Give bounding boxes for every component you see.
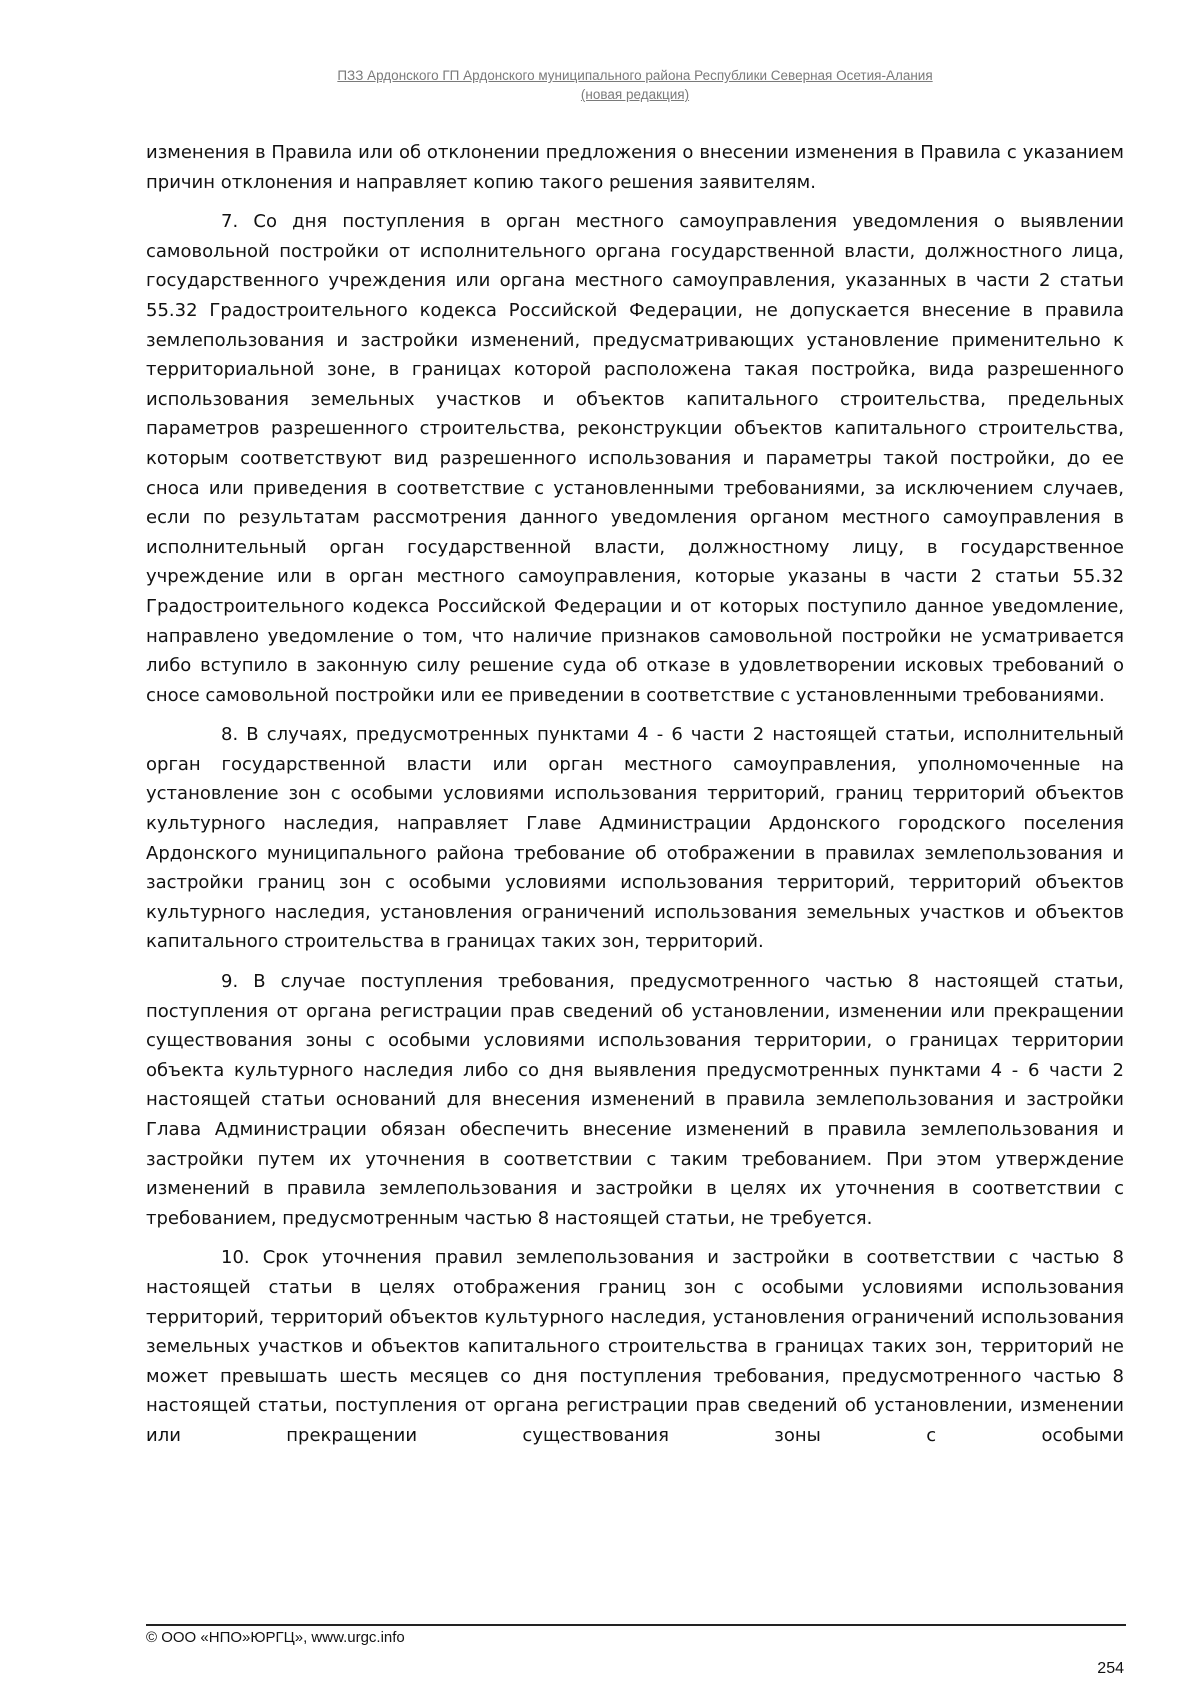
paragraph-10: 10. Срок уточнения правил землепользования и застройки в соответствии с частью 8 настоящей статьи в целях отображения границ зон с особыми условиями использования территорий, территорий объектов культурного наследия, установления ограничений использования земельных участков и объектов капитального строительства в границах таких зон, территорий не может превышать шесть месяцев со дня поступления требования, предусмотренного частью 8 настоящей статьи, поступления от органа регистрации прав сведений об установлении, изменении или прекращении существования зоны с особыми — [146, 1247, 1124, 1446]
paragraph-8: 8. В случаях, предусмотренных пунктами 4 - 6 части 2 настоящей статьи, исполнительный орган государственной власти или орган местного самоуправления, уполномоченные на установление зон с особыми условиями использования территорий, границ территорий объектов культурного наследия, направляет Главе Администрации Ардонского городского поселения Ардонского муниципального района требование об отображении в правилах землепользования и застройки границ зон с особыми условиями использования территорий, территорий объектов культурного наследия, установления ограничений использования земельных участков и объектов капитального строительства в границах таких зон, территорий. — [146, 724, 1124, 953]
paragraph-9: 9. В случае поступления требования, предусмотренного частью 8 настоящей статьи, поступления от органа регистрации прав сведений об установлении, изменении или прекращении существования зоны с особыми условиями использования территории, о границах территории объекта культурного наследия либо со дня выявления предусмотренных пунктами 4 - 6 части 2 настоящей статьи оснований для внесения изменений в правила землепользования и застройки Глава Администрации обязан обеспечить внесение изменений в правила землепользования и застройки путем их уточнения в соответствии с таким требованием. При этом утверждение изменений в правила землепользования и застройки в целях их уточнения в соответствии с требованием, предусмотренным частью 8 настоящей статьи, не требуется. — [146, 971, 1124, 1229]
header-subtitle: (новая редакция) — [580, 87, 690, 102]
running-header — [145, 66, 1125, 104]
page-number: 254 — [1097, 1660, 1124, 1677]
paragraph-7: 7. Со дня поступления в орган местного самоуправления уведомления о выявлении самовольной постройки от исполнительного органа государственной власти, должностного лица, государственного учреждения или органа местного самоуправления, указанных в части 2 статьи 55.32 Градостроительного кодекса Российской Федерации, не допускается внесение в правила землепользования и застройки изменений, предусматривающих установление применительно к территориальной зоне, в границах которой расположена такая постройка, вида разрешенного использования земельных участков и объектов капитального строительства, предельных параметров разрешенного строительства, реконструкции объектов капитального строительства, которым соответствуют вид разрешенного использования и параметры такой постройки, до ее сноса или приведения в соответствие с установленными требованиями, за исключением случаев, если по результатам рассмотрения данного уведомления органом местного самоуправления в исполнительный орган государственной власти, должностному лицу, в государственное учреждение или в орган местного самоуправления, которые указаны в части 2 статьи 55.32 Градостроительного кодекса Российской Федерации и от которых поступило данное уведомление, направлено уведомление о том, что наличие признаков самовольной постройки не усматривается либо вступило в законную силу решение суда об отказе в удовлетворении исковых требований о сносе самовольной постройки или ее приведении в соответствие с установленными требованиями. — [146, 211, 1124, 706]
footer-copyright: © ООО «НПО»ЮРГЦ», www.urgc.info — [146, 1629, 405, 1646]
header-title: ПЗЗ Ардонского ГП Ардонского муниципального района Республики Северная Осетия-Алания — [337, 68, 933, 83]
paragraph-continuation: изменения в Правила или об отклонении предложения о внесении изменения в Правила с указанием причин отклонения и направляет копию такого решения заявителям. — [146, 142, 1124, 193]
document-body — [146, 138, 1124, 1451]
footer-divider — [146, 1624, 1126, 1626]
